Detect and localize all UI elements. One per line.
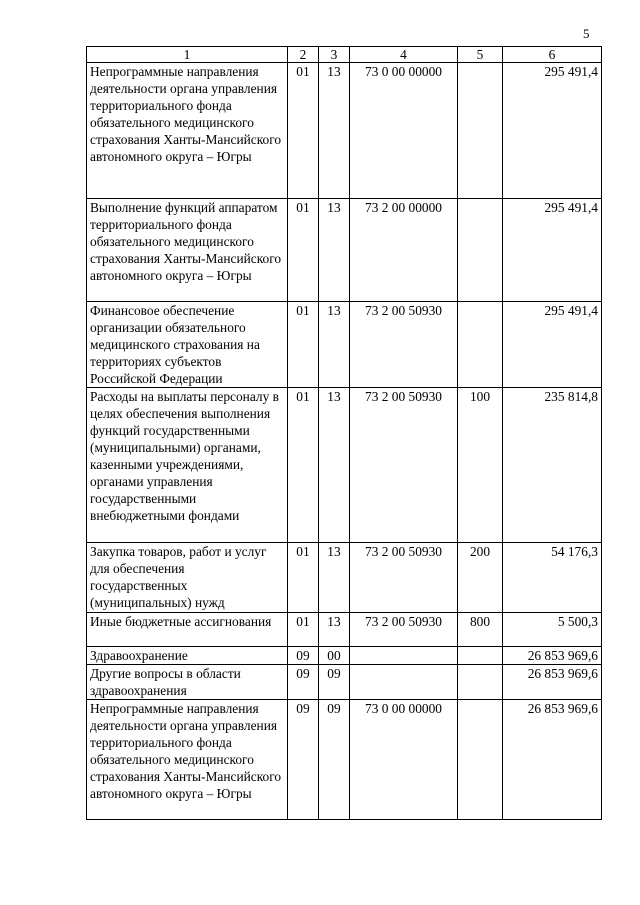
row-subsection: 09	[319, 700, 350, 820]
row-name: Другие вопросы в области здравоохранения	[87, 665, 288, 700]
row-section: 09	[288, 700, 319, 820]
row-expense-type	[458, 665, 503, 700]
row-name: Расходы на выплаты персоналу в целях обеспечения выполнения функций государственными (муниципальными) органами, казенными учреждениями, органами управления государственными внебюджетными фондами	[87, 388, 288, 543]
row-target-code: 73 2 00 50930	[350, 613, 458, 647]
row-name: Непрограммные направления деятельности органа управления территориального фонда обязательного медицинского страхования Ханты-Мансийского автономного округа – Югры	[87, 63, 288, 199]
row-subsection: 13	[319, 199, 350, 302]
row-amount: 26 853 969,6	[503, 700, 602, 820]
budget-table	[86, 46, 602, 820]
row-expense-type	[458, 302, 503, 388]
row-section: 01	[288, 613, 319, 647]
row-section: 01	[288, 199, 319, 302]
row-name: Непрограммные направления деятельности органа управления территориального фонда обязательного медицинского страхования Ханты-Мансийского автономного округа – Югры	[87, 700, 288, 820]
row-expense-type	[458, 63, 503, 199]
row-subsection: 13	[319, 302, 350, 388]
header-row	[87, 47, 602, 63]
row-amount: 235 814,8	[503, 388, 602, 543]
row-target-code: 73 0 00 00000	[350, 700, 458, 820]
table-body	[87, 63, 602, 820]
row-section: 01	[288, 388, 319, 543]
row-name: Здравоохранение	[87, 647, 288, 665]
table-row	[87, 302, 602, 388]
row-name: Выполнение функций аппаратом территориального фонда обязательного медицинского страхования Ханты-Мансийского автономного округа – Югры	[87, 199, 288, 302]
row-target-code: 73 2 00 00000	[350, 199, 458, 302]
row-amount: 26 853 969,6	[503, 647, 602, 665]
row-target-code: 73 2 00 50930	[350, 543, 458, 613]
row-subsection: 09	[319, 665, 350, 700]
row-amount: 295 491,4	[503, 63, 602, 199]
row-subsection: 13	[319, 613, 350, 647]
row-target-code	[350, 665, 458, 700]
row-section: 09	[288, 647, 319, 665]
page-number: 5	[583, 26, 590, 41]
row-subsection: 13	[319, 543, 350, 613]
table-row	[87, 199, 602, 302]
header-col-4: 4	[350, 47, 458, 63]
row-amount: 5 500,3	[503, 613, 602, 647]
table-row	[87, 647, 602, 665]
row-expense-type	[458, 199, 503, 302]
header-col-1: 1	[87, 47, 288, 63]
header-col-2: 2	[288, 47, 319, 63]
row-amount: 54 176,3	[503, 543, 602, 613]
row-target-code: 73 0 00 00000	[350, 63, 458, 199]
table-row	[87, 543, 602, 613]
row-section: 01	[288, 302, 319, 388]
row-target-code	[350, 647, 458, 665]
row-amount: 26 853 969,6	[503, 665, 602, 700]
row-subsection: 13	[319, 388, 350, 543]
row-expense-type	[458, 647, 503, 665]
row-expense-type: 200	[458, 543, 503, 613]
row-section: 09	[288, 665, 319, 700]
table-row	[87, 63, 602, 199]
table-row	[87, 700, 602, 820]
table-row	[87, 388, 602, 543]
row-name: Финансовое обеспечение организации обязательного медицинского страхования на территориях субъектов Российской Федерации	[87, 302, 288, 388]
row-amount: 295 491,4	[503, 302, 602, 388]
header-col-6: 6	[503, 47, 602, 63]
row-section: 01	[288, 63, 319, 199]
table-row	[87, 613, 602, 647]
row-section: 01	[288, 543, 319, 613]
header-col-3: 3	[319, 47, 350, 63]
row-amount: 295 491,4	[503, 199, 602, 302]
row-subsection: 13	[319, 63, 350, 199]
table-row	[87, 665, 602, 700]
row-name: Иные бюджетные ассигнования	[87, 613, 288, 647]
row-expense-type: 100	[458, 388, 503, 543]
row-target-code: 73 2 00 50930	[350, 388, 458, 543]
row-expense-type	[458, 700, 503, 820]
row-name: Закупка товаров, работ и услуг для обеспечения государственных (муниципальных) нужд	[87, 543, 288, 613]
row-target-code: 73 2 00 50930	[350, 302, 458, 388]
row-expense-type: 800	[458, 613, 503, 647]
header-col-5: 5	[458, 47, 503, 63]
row-subsection: 00	[319, 647, 350, 665]
